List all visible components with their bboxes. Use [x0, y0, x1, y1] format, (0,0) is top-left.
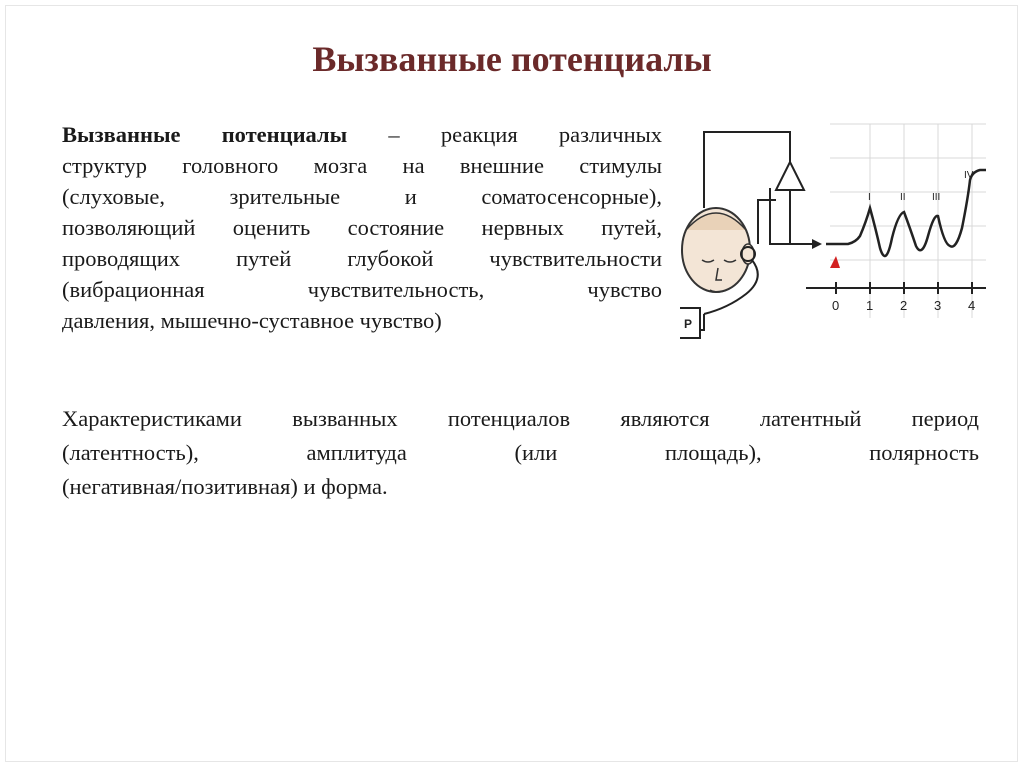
- arrow-icon: [812, 239, 822, 249]
- stimulator-box: [680, 308, 700, 338]
- definition-line-1: [62, 119, 662, 150]
- amplifier-icon: [776, 162, 804, 190]
- axis-tick-label-4: 4: [968, 298, 976, 313]
- characteristics-line-1: Характеристиками вызванных потенциалов являются латентный период: [62, 406, 979, 431]
- evoked-potential-waveform: [826, 170, 986, 256]
- definition-line-1-rest: – реакция различных: [347, 122, 663, 147]
- definition-line-4: позволяющий оценить состояние нервных путей,: [62, 215, 662, 240]
- peak-label-2: II: [900, 192, 906, 203]
- characteristics-line-2: (латентность), амплитуда (или площадь), полярность: [62, 440, 979, 465]
- definition-line-3: (слуховые, зрительные и соматосенсорные),: [62, 184, 662, 209]
- definition-term: Вызванные потенциалы: [62, 122, 348, 147]
- peak-label-1: I: [868, 192, 871, 203]
- stimulator-label: P: [684, 317, 693, 331]
- evoked-potential-diagram: [680, 118, 986, 340]
- characteristics-line-3: (негативная/позитивная) и форма.: [62, 474, 388, 499]
- axis-tick-label-0: 0: [832, 298, 840, 313]
- axis-tick-label-2: 2: [900, 298, 908, 313]
- peak-label-4: IV: [964, 170, 974, 181]
- slide-title: Вызванные потенциалы: [312, 39, 712, 79]
- axis-tick-label-3: 3: [934, 298, 942, 313]
- characteristics-paragraph: [62, 402, 979, 504]
- definition-line-6: (вибрационная чувствительность, чувство: [62, 277, 662, 302]
- definition-line-2: структур головного мозга на внешние стимулы: [62, 153, 662, 178]
- axis-tick-label-1: 1: [866, 298, 874, 313]
- definition-line-5: проводящих путей глубокой чувствительности: [62, 246, 662, 271]
- peak-label-3: III: [932, 192, 941, 203]
- definition-paragraph: [62, 119, 662, 336]
- stimulus-marker-icon: [830, 256, 840, 268]
- definition-line-7: давления, мышечно-суставное чувство): [62, 308, 442, 333]
